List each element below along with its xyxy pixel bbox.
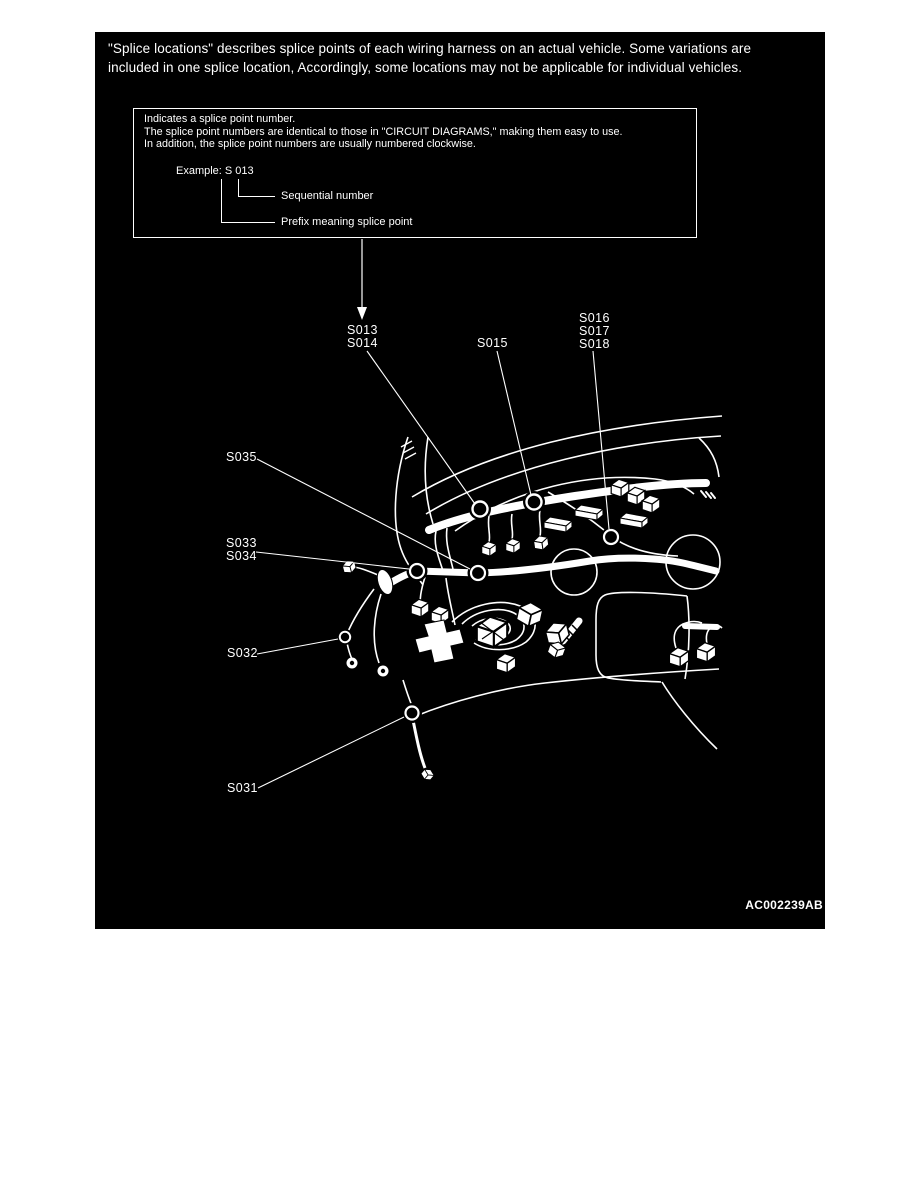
note-line-2: The splice point numbers are identical to those in "CIRCUIT DIAGRAMS," making them easy to use. — [144, 125, 623, 138]
splice-label-s015: S015 — [477, 336, 508, 350]
leader-s016-s018 — [593, 351, 609, 529]
splice-label-s032: S032 — [227, 646, 258, 660]
connector-cubes — [341, 479, 715, 782]
splice-point-s016-s018-marker — [601, 527, 621, 547]
leader-s035 — [257, 459, 470, 569]
splice-label-s016: S016 — [579, 311, 610, 325]
splice-markers — [337, 491, 621, 723]
callout-sequential-number: Sequential number — [281, 190, 374, 202]
leader-s032 — [257, 639, 338, 654]
splice-label-s018: S018 — [579, 337, 610, 351]
leader-s033-s034 — [256, 552, 409, 569]
wiring-harness-diagram — [95, 32, 825, 929]
splice-point-s013-s014-marker — [469, 498, 491, 520]
leader-s031 — [258, 717, 404, 788]
splice-locations-panel — [95, 32, 825, 929]
callout-prefix-meaning: Prefix meaning splice point — [281, 216, 413, 228]
ring-terminals — [347, 658, 389, 677]
note-arrow — [357, 239, 367, 320]
leader-s013-s014 — [367, 351, 475, 504]
intro-line-2: included in one splice location, Accordingly, some locations may not be applicable for individual vehicles. — [108, 60, 743, 75]
splice-label-s031: S031 — [227, 781, 258, 795]
example-label: Example: S 013 — [176, 165, 254, 177]
splice-label-s035: S035 — [226, 450, 257, 464]
intro-line-1: "Splice locations" describes splice points of each wiring harness on an actual vehicle. Some variations are — [108, 41, 752, 56]
splice-labels — [226, 311, 610, 795]
figure-code: AC002239AB — [745, 898, 823, 912]
note-line-3: In addition, the splice point numbers are usually numbered clockwise. — [144, 138, 476, 150]
splice-label-s034: S034 — [226, 549, 257, 563]
splice-point-s032-marker — [337, 629, 353, 645]
splice-label-s033: S033 — [226, 536, 257, 550]
note-line-1: Indicates a splice point number. — [144, 113, 296, 125]
splice-point-s033-s034-marker — [407, 561, 428, 582]
splice-point-s031-marker — [402, 703, 422, 723]
splice-label-s013: S013 — [347, 323, 378, 337]
splice-label-s017: S017 — [579, 324, 610, 338]
splice-label-s014: S014 — [347, 336, 378, 350]
splice-point-s035-marker — [468, 563, 489, 584]
splice-point-s015-marker — [523, 491, 545, 513]
